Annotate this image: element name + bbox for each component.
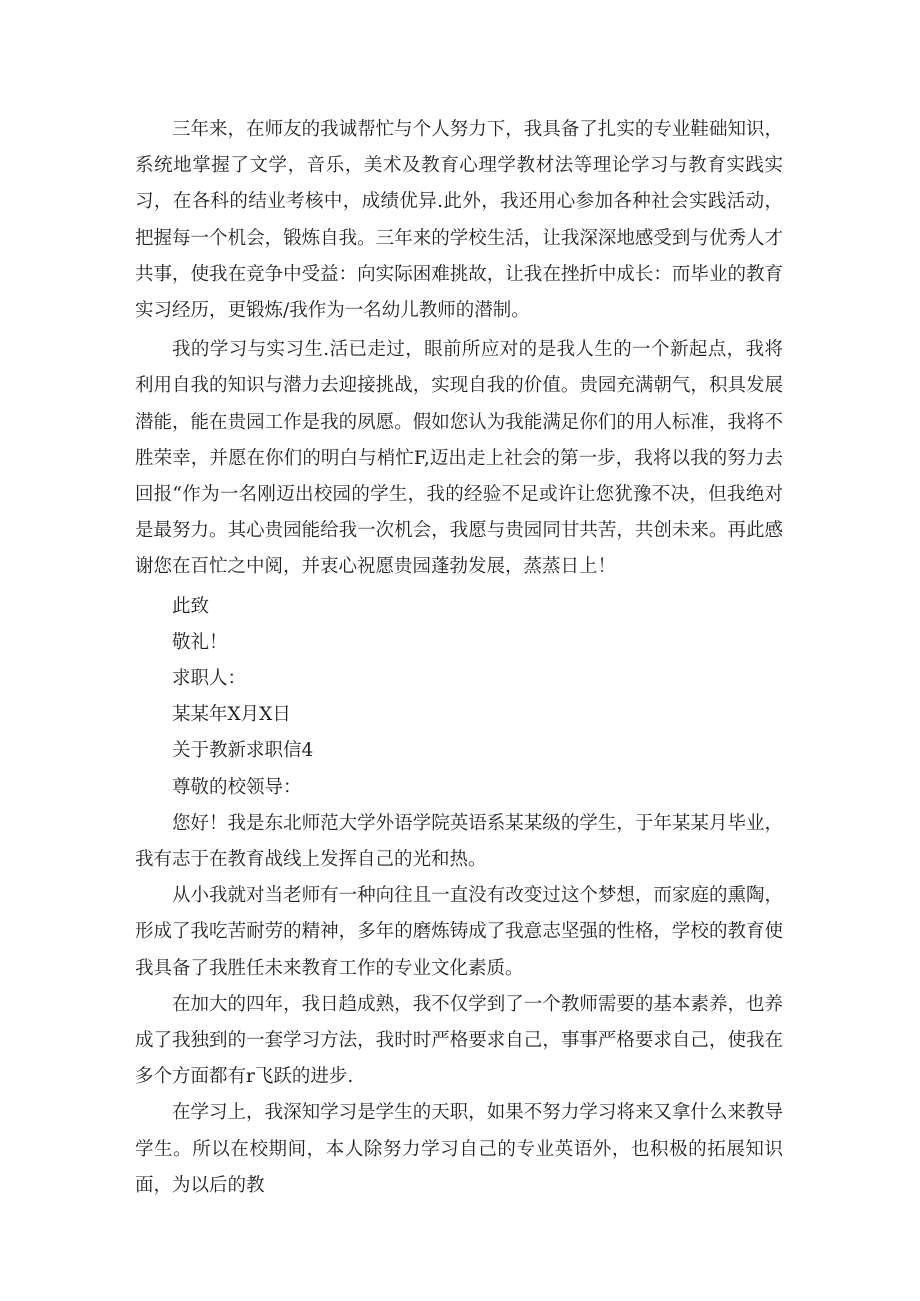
letter-paragraph-2: 从小我就对当老师有一种向往且一直没有改变过这个梦想，而家庭的熏陶，形成了我吃苦耐劳的精神，多年的磨炼铸成了我意志坚强的性格，学校的教育使我具备了我胜任未来教育工作的专业文化素质。 bbox=[135, 885, 783, 979]
letter-salute: 敬礼！ bbox=[172, 631, 228, 653]
letter-date: 某某年X月X日 bbox=[172, 704, 291, 726]
body-paragraph-2: 我的学习与实习生.活已走过，眼前所应对的是我人生的一个新起点，我将利用自我的知识与潜力去迎接挑战，实现自我的价值。贵园充满朝气，积具发展潜能，能在贵园工作是我的夙愿。假如您认为我能满足你们的用人标准，我将不胜荣幸，并愿在你们的明白与梢忙F,迈出走上社会的第一步，我将以我的努力去回报“作为一名刚迈出校园的学生，我的经验不足或许让您犹豫不决，但我绝对是最努力。其心贵园能给我一次机会，我愿与贵园同甘共苦，共创未来。再此感谢您在百忙之中阅，并衷心祝愿贵园蓬勃发展，蒸蒸日上！ bbox=[135, 339, 783, 578]
section-title: 关于教新求职信4 bbox=[172, 740, 314, 762]
letter-signature: 求职人： bbox=[172, 668, 247, 690]
letter-greeting: 尊敬的校领导： bbox=[172, 776, 302, 798]
body-paragraph-1: 三年来，在师友的我诚帮忙与个人努力下，我具备了扎实的专业鞋础知识，系统地掌握了文学，音乐，美术及教育心理学教材法等理论学习与教育实践实习，在各科的结业考核中，成绩优异.此外，我还用心参加各种社会实践活动，把握每一个机会，锻炼自我。三年来的学校生活，让我深深地感受到与优秀人才共事，使我在竞争中受益：向实际困难挑故，让我在挫折中成长：而毕业的教育实习经历，更锻炼/我作为一名幼儿教师的潜制。 bbox=[135, 119, 783, 322]
letter-paragraph-4: 在学习上，我深知学习是学生的天职，如果不努力学习将来又拿什么来教导学生。所以在校期间，本人除努力学习自己的专业英语外，也积极的拓展知识面，为以后的教 bbox=[135, 1102, 783, 1196]
document-body bbox=[135, 112, 783, 1204]
letter-paragraph-1: 您好！我是东北师范大学外语学院英语系某某级的学生，于年某某月毕业，我有志于在教育战线上发挥自己的光和热。 bbox=[135, 812, 783, 871]
letter-paragraph-3: 在加大的四年，我日趋成熟，我不仅学到了一个教师需要的基本素养，也养成了我独到的一套学习方法，我时时严格要求自己，事事严格要求自己，使我在多个方面都有r飞跃的进步. bbox=[135, 993, 783, 1088]
letter-closing: 此致 bbox=[172, 595, 210, 617]
